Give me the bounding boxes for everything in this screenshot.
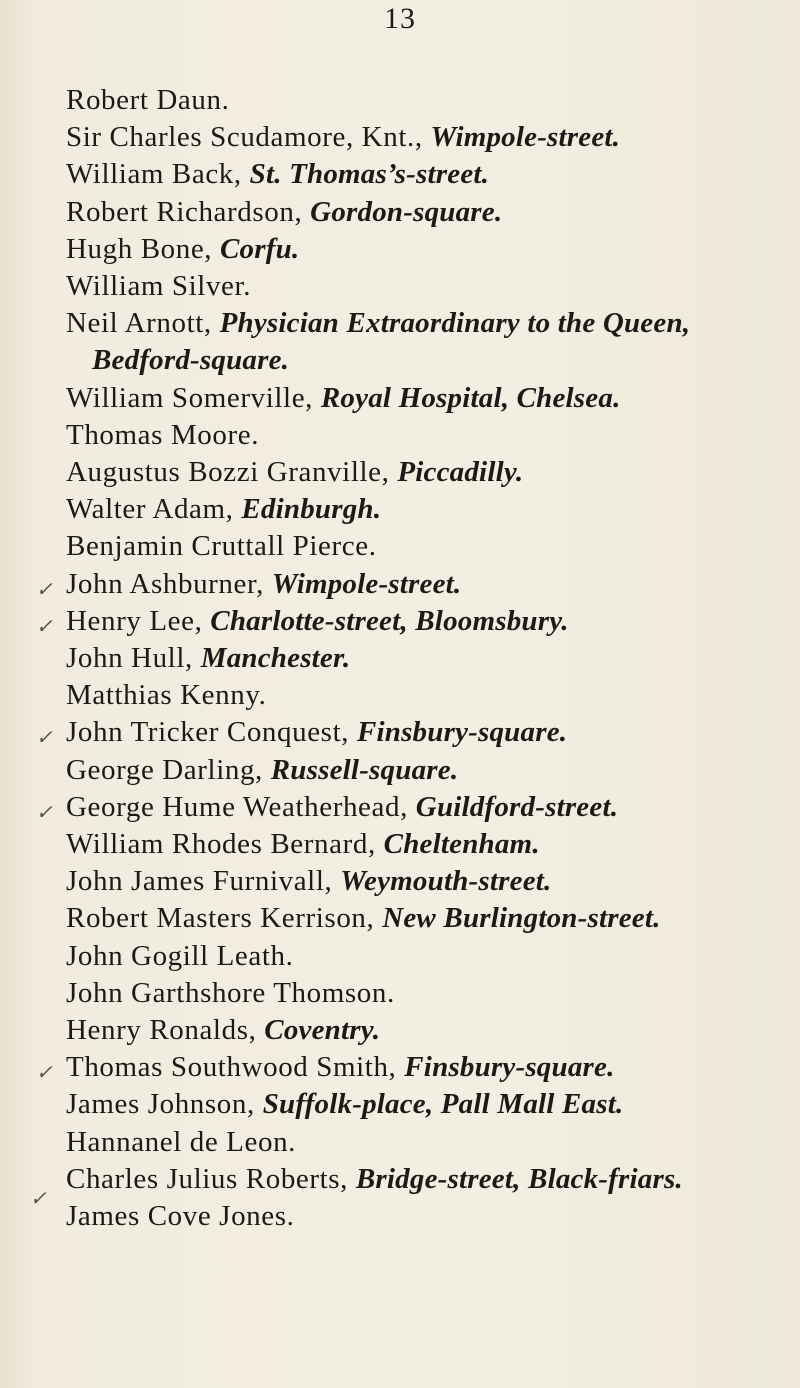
- member-address: Corfu.: [220, 232, 300, 265]
- list-item: [0, 752, 800, 789]
- member-address: Cheltenham.: [383, 828, 540, 861]
- member-address: Manchester.: [200, 642, 351, 675]
- member-name: Sir Charles Scudamore, Knt.,: [66, 121, 431, 154]
- member-address: Piccadilly.: [397, 456, 524, 489]
- member-name: John Garthshore Thomson.: [66, 976, 395, 1009]
- member-address: Wimpole-street.: [271, 567, 462, 600]
- member-address: Royal Hospital, Chelsea.: [320, 381, 621, 414]
- member-name: George Hume Weatherhead,: [66, 790, 416, 823]
- list-item: [0, 380, 800, 417]
- list-item: [0, 640, 800, 677]
- member-address: Gordon-square.: [310, 195, 503, 228]
- member-name: John James Furnivall,: [66, 865, 341, 898]
- member-name: Robert Daun.: [66, 84, 230, 116]
- member-name: Thomas Southwood Smith,: [66, 1051, 405, 1084]
- member-address: Weymouth-street.: [340, 865, 552, 898]
- list-item: [0, 677, 800, 714]
- list-item: [0, 528, 800, 565]
- member-address: Finsbury-square.: [404, 1051, 615, 1084]
- member-address: Finsbury-square.: [356, 716, 568, 749]
- list-item: [0, 305, 800, 379]
- member-address: Suffolk-place, Pall Mall East.: [262, 1088, 624, 1121]
- member-name: Walter Adam,: [66, 493, 242, 526]
- member-address: Charlotte-street, Bloomsbury.: [210, 604, 569, 637]
- member-name: Robert Richardson,: [66, 195, 311, 228]
- list-item: [0, 156, 800, 193]
- member-name: Matthias Kenny.: [66, 679, 267, 712]
- list-item: [0, 938, 800, 975]
- member-list: [0, 82, 800, 1235]
- list-item: [0, 900, 800, 937]
- member-address: Coventry.: [264, 1014, 381, 1047]
- list-item: [0, 566, 800, 603]
- list-item: [0, 603, 800, 640]
- member-name: Henry Ronalds,: [66, 1014, 265, 1047]
- list-item: [0, 82, 800, 119]
- margin-mark: ✓: [36, 615, 54, 638]
- member-name: James Cove Jones.: [66, 1200, 295, 1233]
- member-name: William Rhodes Bernard,: [66, 828, 384, 861]
- list-item: [0, 417, 800, 454]
- margin-mark: ✓: [36, 727, 54, 750]
- member-name: Charles Julius Roberts,: [66, 1162, 356, 1195]
- list-item: [0, 1086, 800, 1123]
- member-name: Benjamin Cruttall Pierce.: [66, 530, 377, 563]
- member-name: John Hull,: [66, 642, 201, 675]
- member-address: Guildford-street.: [415, 790, 619, 823]
- member-name: Hugh Bone,: [66, 232, 221, 265]
- margin-mark: ✓: [36, 578, 54, 601]
- member-name: Augustus Bozzi Granville,: [66, 456, 398, 489]
- list-item: [0, 194, 800, 231]
- margin-mark: ✓: [36, 1062, 54, 1085]
- list-item: [0, 1012, 800, 1049]
- member-name: John Tricker Conquest,: [66, 716, 357, 749]
- list-item: [0, 231, 800, 268]
- member-name: William Somerville,: [66, 381, 321, 414]
- member-address: St. Thomas’s-street.: [249, 158, 490, 191]
- list-item: [0, 826, 800, 863]
- list-item: [0, 1049, 800, 1086]
- list-item: [0, 863, 800, 900]
- member-address: Russell-square.: [270, 753, 459, 786]
- member-address: Bridge-street, Black-friars.: [355, 1162, 683, 1195]
- list-item: [0, 714, 800, 751]
- member-address: Physician Extraordinary to the Queen, Bedford-square.: [92, 307, 691, 377]
- list-item: [0, 491, 800, 528]
- list-item: [0, 1124, 800, 1161]
- member-name: James Johnson,: [66, 1088, 263, 1121]
- margin-mark: ✓: [36, 801, 54, 824]
- list-item: [0, 789, 800, 826]
- member-name: Hannanel de Leon.: [66, 1125, 297, 1158]
- list-item: [0, 119, 800, 156]
- member-name: Thomas Moore.: [66, 418, 260, 451]
- member-name: John Gogill Leath.: [66, 939, 294, 972]
- member-name: William Back,: [66, 158, 250, 191]
- member-name: Neil Arnott,: [66, 307, 220, 340]
- member-address: Edinburgh.: [241, 493, 382, 526]
- member-address: Wimpole-street.: [430, 121, 621, 154]
- member-name: John Ashburner,: [66, 567, 272, 600]
- list-item: [0, 454, 800, 491]
- list-item: [0, 268, 800, 305]
- list-item: [0, 1161, 800, 1210]
- member-name: William Silver.: [66, 270, 252, 303]
- page-number: 13: [384, 2, 416, 35]
- margin-mark: ✓: [30, 1187, 48, 1210]
- list-item: [0, 1198, 800, 1235]
- member-name: George Darling,: [66, 753, 271, 786]
- member-name: Robert Masters Kerrison,: [66, 902, 383, 935]
- member-name: Henry Lee,: [66, 604, 211, 637]
- list-item: [0, 975, 800, 1012]
- member-address: New Burlington-street.: [382, 902, 661, 935]
